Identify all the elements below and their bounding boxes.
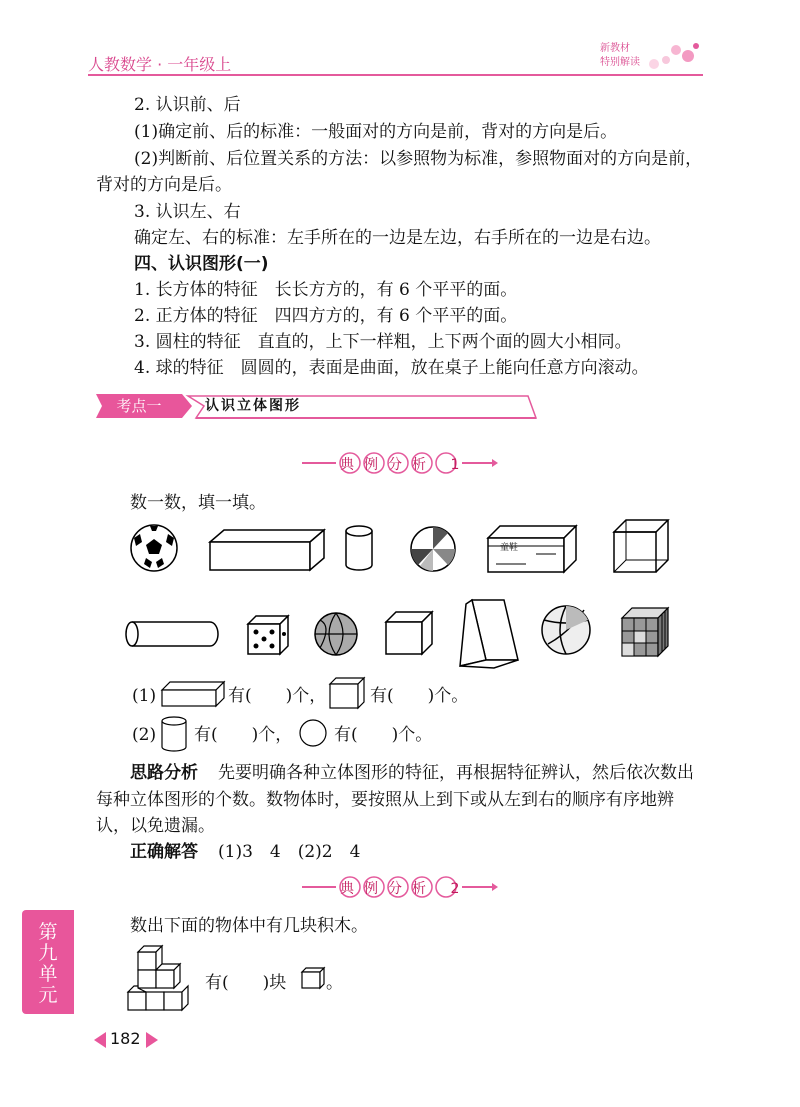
- page-number: 182: [110, 1029, 141, 1048]
- example2-answer: 有( )块: [205, 973, 287, 993]
- cylinder-icon: [344, 524, 374, 572]
- prev-arrow-icon: [94, 1032, 106, 1048]
- line-11: 4. 球的特征 圆圆的，表面是曲面，放在桌子上能向任意方向滚动。: [134, 358, 649, 378]
- badge-line2: 特别解读: [600, 57, 640, 68]
- line-8: 1. 长方体的特征 长长方方的，有 6 个平平的面。: [134, 280, 518, 300]
- unit-side-text: 第九单元: [38, 921, 58, 1006]
- q2-sphere-icon: [298, 718, 328, 748]
- line-2: (1)确定前、后的标准：一般面对的方向是前，背对的方向是后。: [134, 122, 618, 142]
- header-badge: [592, 40, 704, 72]
- beach-ball-icon: [410, 526, 456, 572]
- analysis-line-2: 每种立体图形的个数。数物体时，要按照从上到下或从左到右的顺序有序地辨: [96, 790, 674, 810]
- example2-title: 典例分析 2: [340, 881, 470, 897]
- example1-prompt: 数一数，填一填。: [130, 493, 266, 513]
- soccer-ball-icon: [130, 524, 178, 572]
- q2-blank-a: 有( )个，: [194, 725, 293, 745]
- analysis-label: 思路分析: [130, 763, 198, 783]
- cube-wireframe-icon: [612, 518, 670, 574]
- q2-cylinder-icon: [160, 716, 188, 752]
- shoe-box-label: 童鞋: [500, 543, 519, 553]
- basketball-icon: [314, 612, 358, 656]
- q1-cuboid-icon: [160, 680, 226, 708]
- header-title: 人教数学 · 一年级上: [88, 55, 232, 74]
- line-3: (2)判断前、后位置关系的方法：以参照物为标准，参照物面对的方向是前，: [134, 149, 703, 169]
- single-block-icon: [300, 966, 326, 990]
- section-heading: 四、认识图形(一): [134, 254, 269, 274]
- example1-title: 典例分析 1: [340, 457, 470, 473]
- volleyball-icon: [540, 604, 592, 656]
- q1-cube-icon: [328, 676, 366, 710]
- line-4: 背对的方向是后。: [96, 175, 232, 195]
- answer-text: (1)3 4 (2)2 4: [218, 842, 361, 862]
- line-6: 确定左、右的标准：左手所在的一边是左边，右手所在的一边是右边。: [134, 228, 661, 248]
- line-10: 3. 圆柱的特征 直直的，上下一样粗，上下两个面的圆大小相同。: [134, 332, 632, 352]
- line-1: 2. 认识前、后: [134, 95, 241, 115]
- q2-label: (2): [132, 725, 157, 745]
- long-cylinder-icon: [124, 620, 220, 648]
- rubiks-cube-icon: [620, 606, 670, 658]
- line-5: 3. 认识左、右: [134, 202, 241, 222]
- next-arrow-icon: [146, 1032, 158, 1048]
- stacked-blocks-icon: [126, 944, 190, 1016]
- q1-blank-a: 有( )个，: [228, 686, 327, 706]
- kaodian-title: 认识立体图形: [205, 398, 301, 414]
- q2-blank-b: 有( )个。: [334, 725, 433, 745]
- cube-icon: [384, 610, 434, 656]
- q1-label: (1): [132, 686, 157, 706]
- answer-label: 正确解答: [130, 842, 198, 862]
- book-icon: [458, 596, 522, 670]
- q1-blank-b: 有( )个。: [370, 686, 469, 706]
- header-rule: [88, 74, 703, 76]
- line-9: 2. 正方体的特征 四四方方的，有 6 个平平的面。: [134, 306, 518, 326]
- badge-line1: 新教材: [600, 43, 630, 54]
- analysis-line-1: 先要明确各种立体图形的特征，再根据特征辨认，然后依次数出: [218, 763, 694, 783]
- dice-icon: [246, 614, 290, 656]
- example2-answer-end: 。: [326, 973, 343, 993]
- example2-prompt: 数出下面的物体中有几块积木。: [130, 916, 368, 936]
- kaodian-label: 考点一: [116, 397, 162, 415]
- cuboid-icon: [208, 528, 326, 572]
- analysis-line-3: 认，以免遗漏。: [96, 816, 215, 836]
